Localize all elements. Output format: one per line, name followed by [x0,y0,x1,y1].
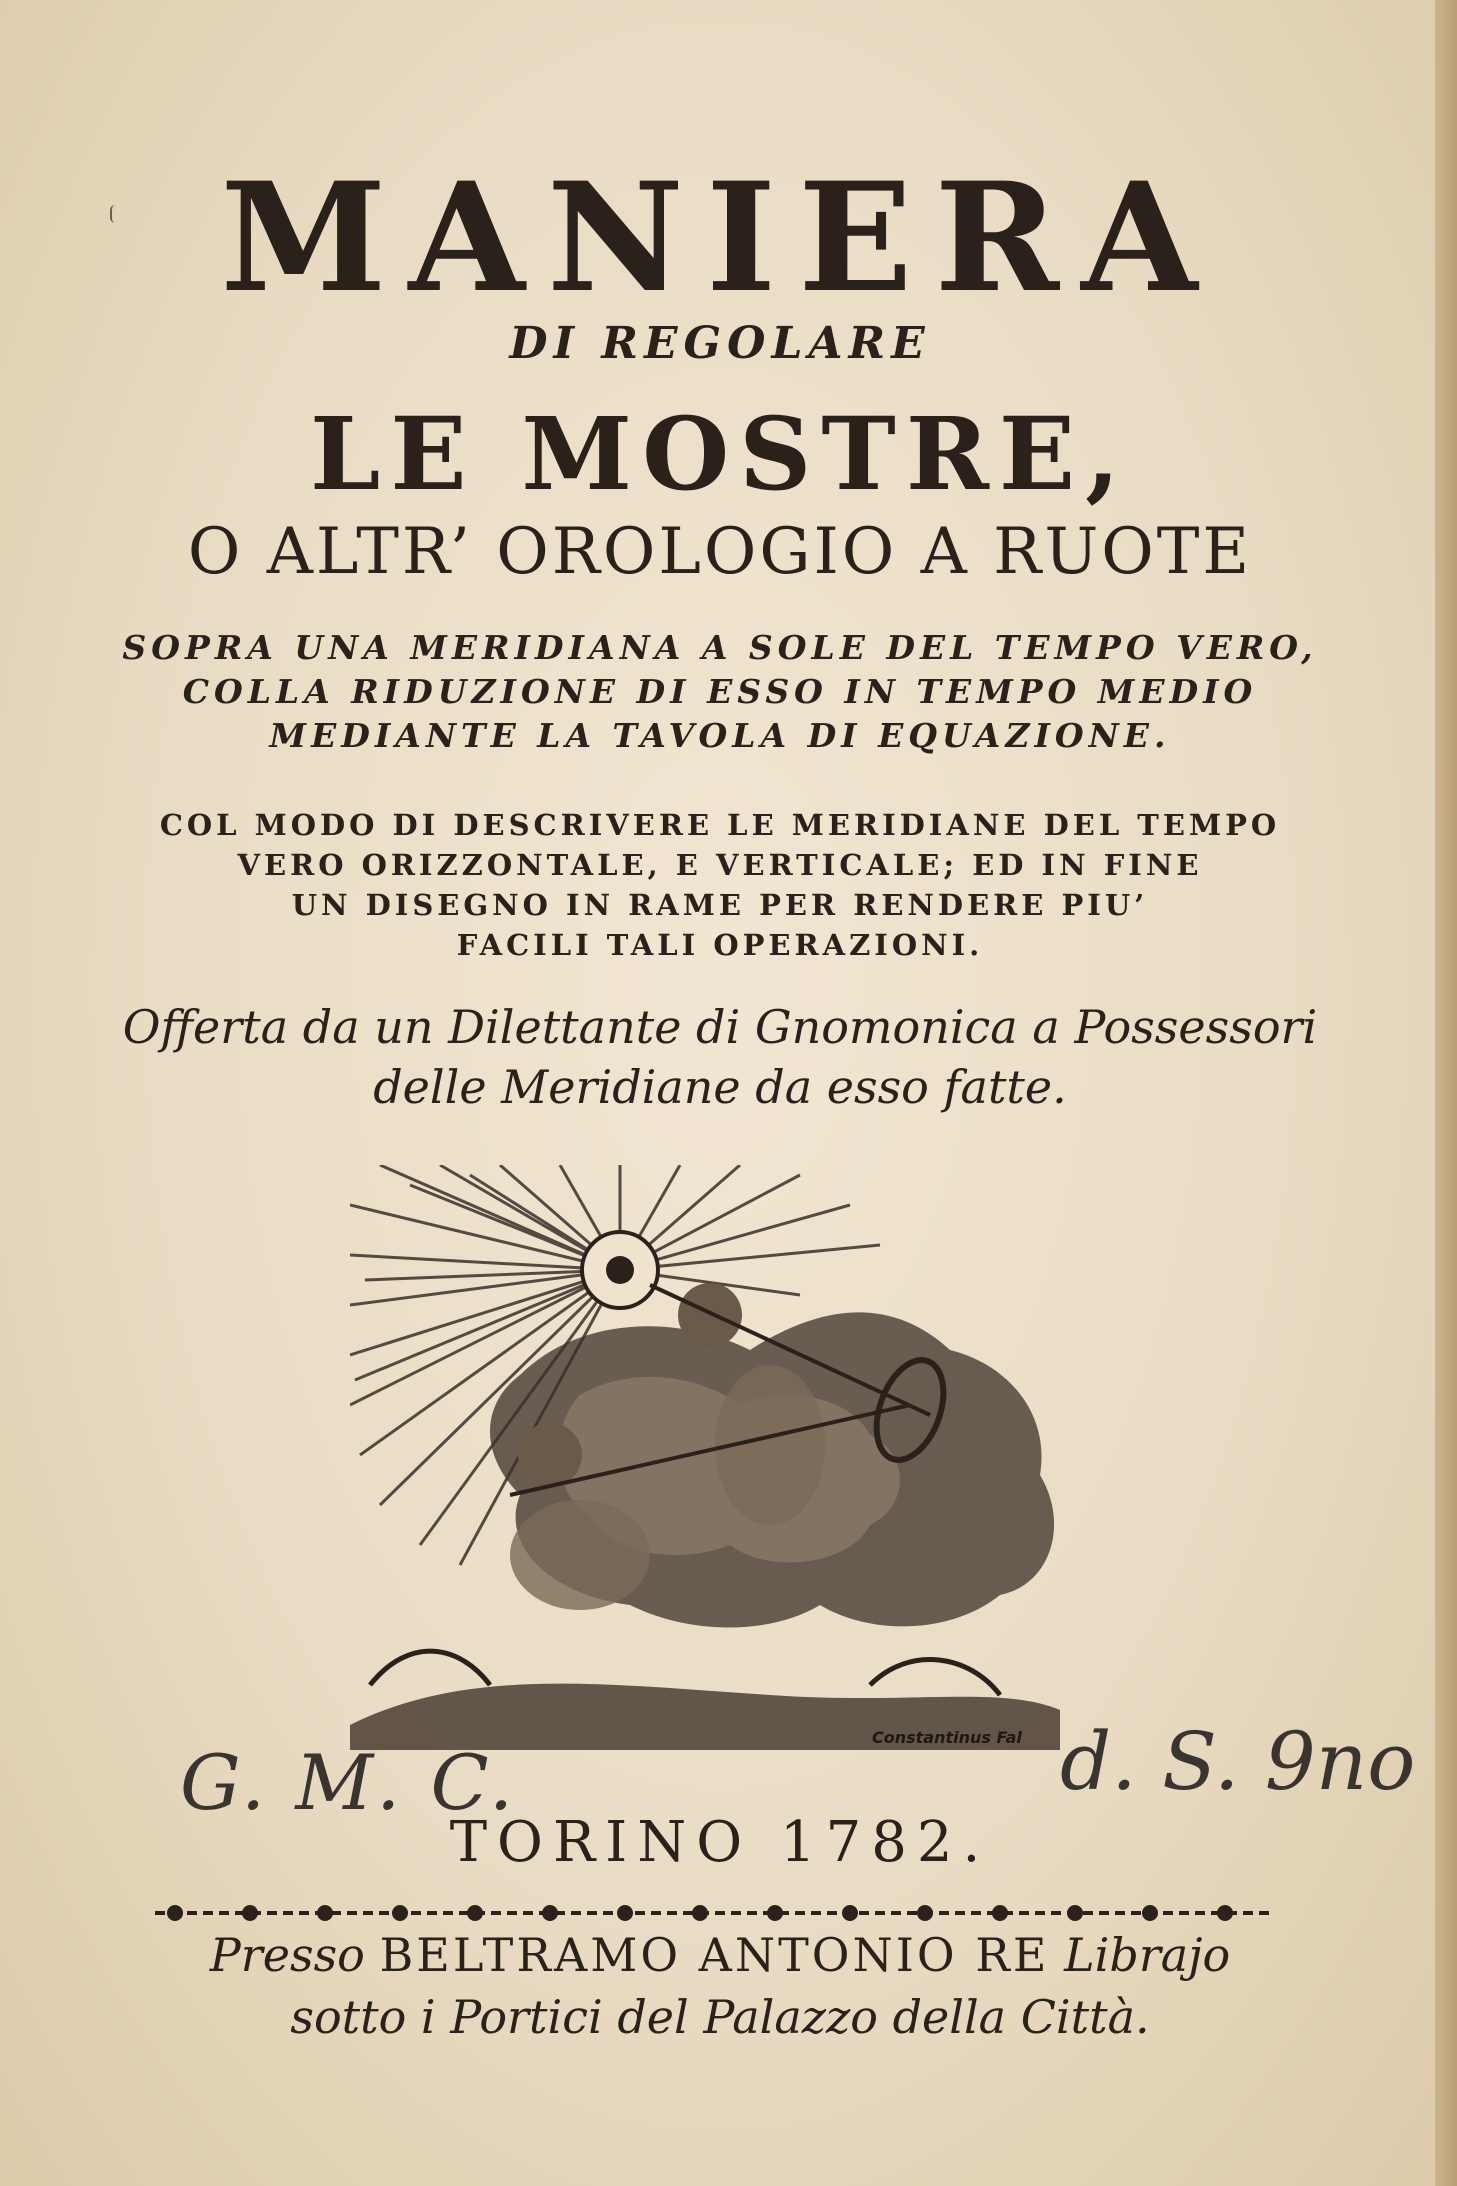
description-line-2: COLLA RIDUZIONE DI ESSO IN TEMPO MEDIO [182,672,1258,711]
publisher-name: BELTRAMO ANTONIO RE [379,1928,1050,1982]
description-line-3: MEDIANTE LA TAVOLA DI EQUAZIONE. [269,716,1171,755]
handwritten-initials: G. M. C. [180,1738,517,1827]
main-title: LE MOSTRE, [310,395,1130,513]
publisher-address: sotto i Portici del Palazzo della Città. [290,1990,1150,2044]
engraved-vignette [350,1165,1080,1750]
secondary-title: O ALTR’ OROLOGIO A RUOTE [187,515,1253,589]
method-line-4: FACILI TALI OPERAZIONI. [456,928,984,962]
description-line-1: SOPRA UNA MERIDIANA A SOLE DEL TEMPO VERO, [122,628,1318,667]
ornamental-rule [155,1896,1270,1930]
method-line-3: UN DISEGNO IN RAME PER RENDERE PIU’ [291,888,1149,922]
cherub-head-lower [518,1423,582,1487]
engraver-signature: Constantinus Fal [872,1728,1022,1747]
page-title: MANIERA [220,150,1220,326]
offering-line-2: delle Meridiane da esso fatte. [373,1060,1067,1114]
subtitle: DI REGOLARE [509,318,931,369]
place-date: TORINO 1782. [449,1810,991,1875]
handwritten-price: d. S. 9no [1060,1715,1416,1808]
publisher-role: Librajo [1064,1928,1231,1982]
publisher-line [0,1928,1440,1982]
method-line-2: VERO ORIZZONTALE, E VERTICALE; ED IN FINE [237,848,1203,882]
publisher-presso: Presso [209,1928,365,1982]
page-edge [1435,0,1457,2186]
offering-line-1: Offerta da un Dilettante di Gnomonica a Possessori [122,1000,1318,1054]
method-line-1: COL MODO DI DESCRIVERE LE MERIDIANE DEL TEMPO [159,808,1281,842]
